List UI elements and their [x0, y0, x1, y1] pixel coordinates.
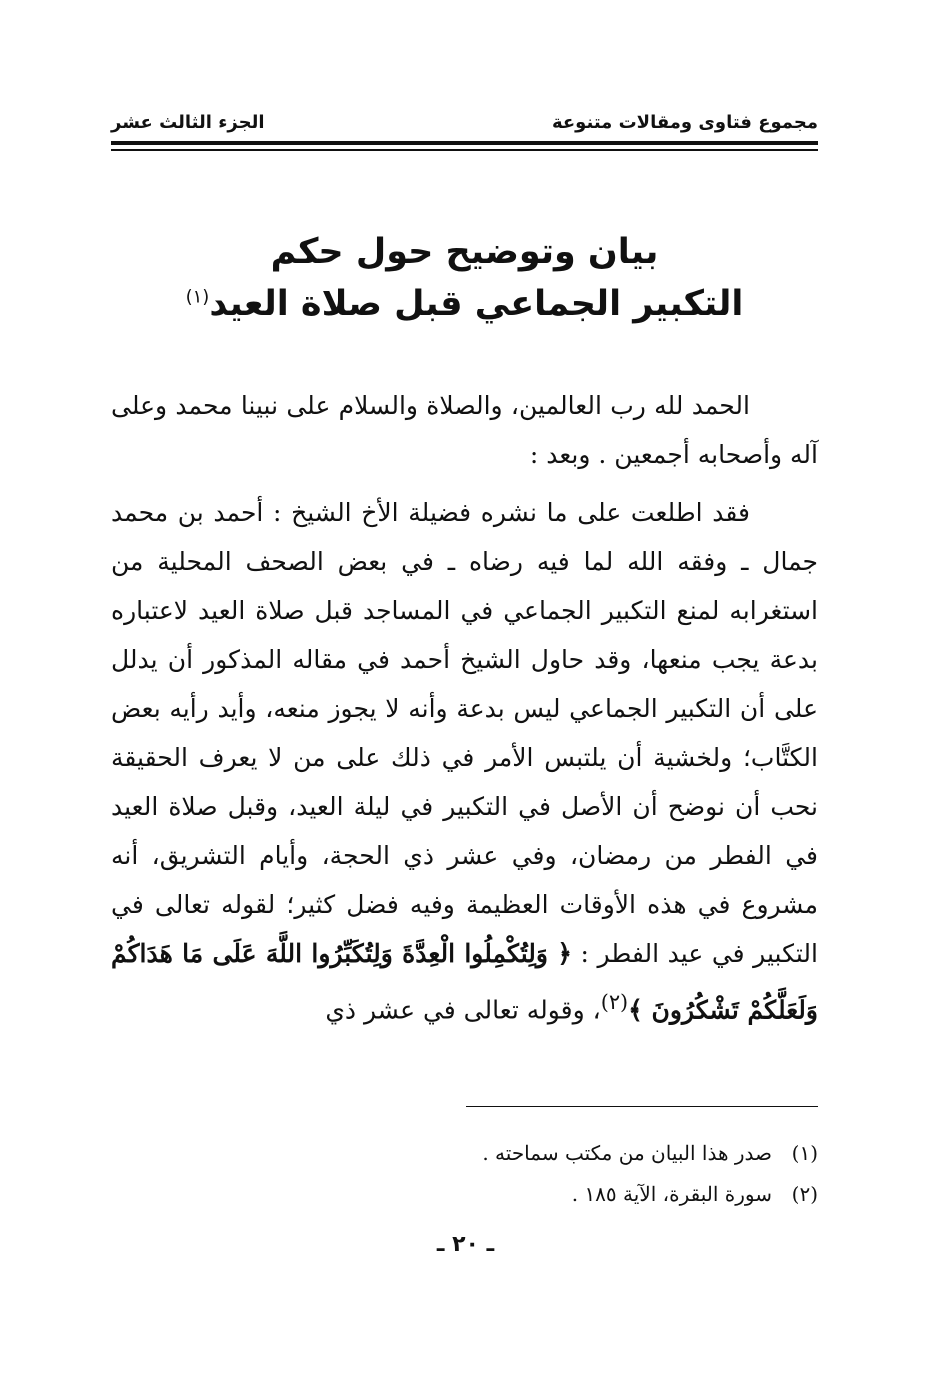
book-title: مجموع فتاوى ومقالات متنوعة: [551, 112, 818, 133]
paragraph-1-text: الحمد لله رب العالمين، والصلاة والسلام على نبينا محمد وعلى آله وأصحابه أجمعين . وبعد :: [111, 391, 818, 469]
footnote-2-text: سورة البقرة، الآية ١٨٥ .: [571, 1182, 772, 1206]
paragraph-2-text: فقد اطلعت على ما نشره فضيلة الأخ الشيخ : أحمد بن محمد جمال ـ وفقه الله لما فيه رضاه ـ في بعض الصحف المحلية من استغرابه لمنع التكبير الجماعي في المساجد قبل صلاة العيد لاعتباره بدعة يجب منعها، وقد حاول الشيخ أحمد في مقاله المذكور أن يدلل على أن التكبير الجماعي ليس بدعة وأنه لا يجوز منعه، وأيد رأيه بعض الكتَّاب؛ ولخشية أن يلتبس الأمر في ذلك على من لا يعرف الحقيقة نحب أن نوضح أن الأصل في التكبير في ليلة العيد، وقبل صلاة العيد في الفطر من رمضان، وفي عشر ذي الحجة، وأيام التشريق، أنه مشروع في هذه الأوقات العظيمة وفيه فضل كثير؛ لقوله تعالى في التكبير في عيد الفطر :: [111, 498, 819, 968]
footnote-1: [111, 1141, 818, 1165]
quran-verse: ﴿ وَلِتُكْمِلُوا الْعِدَّةَ وَلِتُكَبِّرُوا اللَّهَ عَلَى مَا هَدَاكُمْ وَلَعَلَّكُمْ تَشْكُرُونَ ﴾: [111, 939, 818, 1025]
paragraph-2: [111, 488, 818, 1034]
header-rule-thin: [111, 149, 818, 151]
footnote-2: [111, 1182, 818, 1206]
paragraph-1: [111, 381, 818, 479]
footnote-1-number: (١): [791, 1141, 818, 1165]
page-number: ـ ٢٠ ـ: [436, 1232, 495, 1257]
running-header: [111, 108, 818, 142]
verse-footnote-marker: (٢): [600, 990, 629, 1014]
footnote-separator: [466, 1106, 818, 1107]
title-line-2-text: التكبير الجماعي قبل صلاة العيد: [209, 284, 744, 324]
header-rule-thick: [111, 141, 818, 145]
footnote-1-text: صدر هذا البيان من مكتب سماحته .: [482, 1141, 772, 1165]
title-footnote-marker: (١): [185, 286, 210, 308]
title-line-2: [111, 284, 818, 324]
volume-label: الجزء الثالث عشر: [111, 112, 265, 133]
footnote-2-number: (٢): [791, 1182, 818, 1206]
paragraph-2-tail: ، وقوله تعالى في عشر ذي: [325, 995, 601, 1025]
title-line-1: بيان وتوضيح حول حكم: [270, 232, 659, 272]
